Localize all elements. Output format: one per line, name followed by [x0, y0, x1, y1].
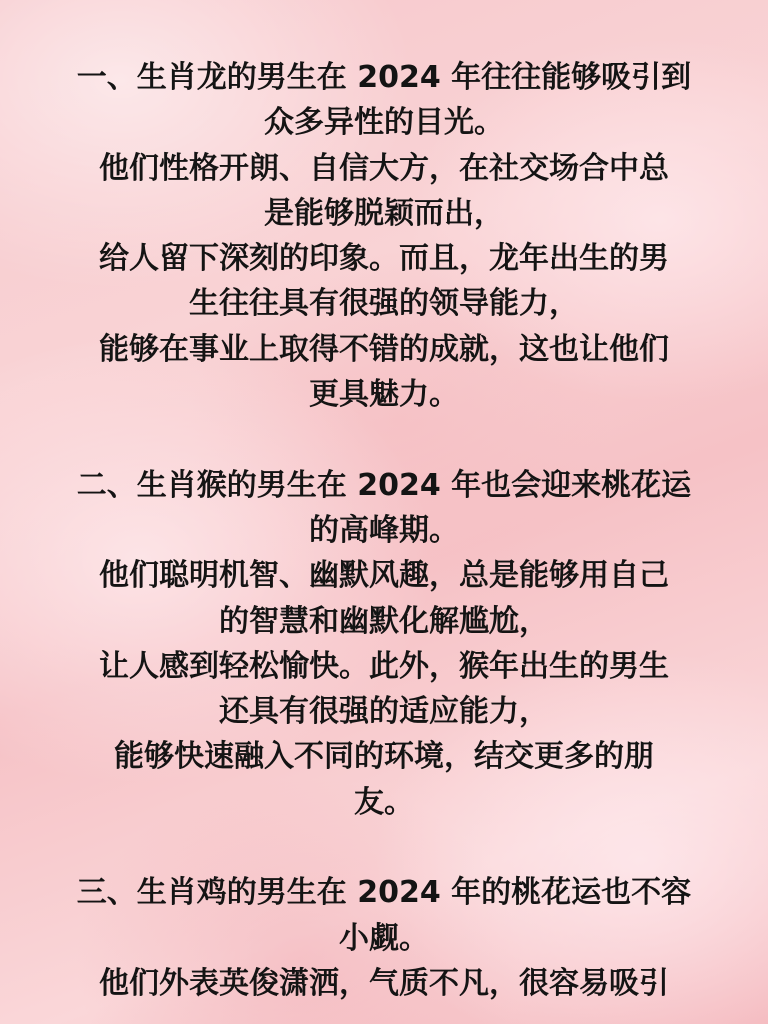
paragraph-gap	[0, 417, 768, 462]
text-line: 给人留下深刻的印象。而且，龙年出生的男	[99, 241, 669, 277]
text-line: 他们聪明机智、幽默风趣，总是能够用自己	[99, 558, 669, 594]
text-line: 他们性格开朗、自信大方，在社交场合中总	[99, 150, 669, 186]
section-heading-continued: 小觑。	[339, 920, 429, 956]
section-heading: 一、生肖龙的男生在 2024 年往往能够吸引到	[76, 60, 692, 95]
paragraph-gap	[0, 825, 768, 870]
section-monkey	[0, 463, 768, 825]
section-dragon	[0, 55, 768, 417]
text-line: 友。	[354, 784, 414, 820]
text-line: 让人感到轻松愉快。此外，猴年出生的男生	[99, 648, 669, 684]
section-heading-continued: 众多异性的目光。	[264, 105, 504, 141]
text-line: 的智慧和幽默化解尴尬，	[219, 603, 549, 639]
text-line: 更具魅力。	[309, 377, 459, 413]
text-line: 能够在事业上取得不错的成就，这也让他们	[99, 331, 669, 367]
text-line: 还具有很强的适应能力，	[219, 694, 549, 730]
section-heading: 三、生肖鸡的男生在 2024 年的桃花运也不容	[76, 875, 692, 911]
section-heading: 二、生肖猴的男生在 2024 年也会迎来桃花运	[76, 467, 692, 503]
text-line: 能够快速融入不同的环境，结交更多的朋	[114, 739, 654, 775]
section-rooster	[0, 870, 768, 1006]
section-heading-continued: 的高峰期。	[309, 512, 459, 548]
text-line: 是能够脱颖而出，	[264, 195, 504, 231]
article-text	[0, 55, 768, 1006]
text-line: 生往往具有很强的领导能力，	[189, 286, 579, 322]
text-line: 他们外表英俊潇洒，气质不凡，很容易吸引	[99, 965, 669, 1001]
